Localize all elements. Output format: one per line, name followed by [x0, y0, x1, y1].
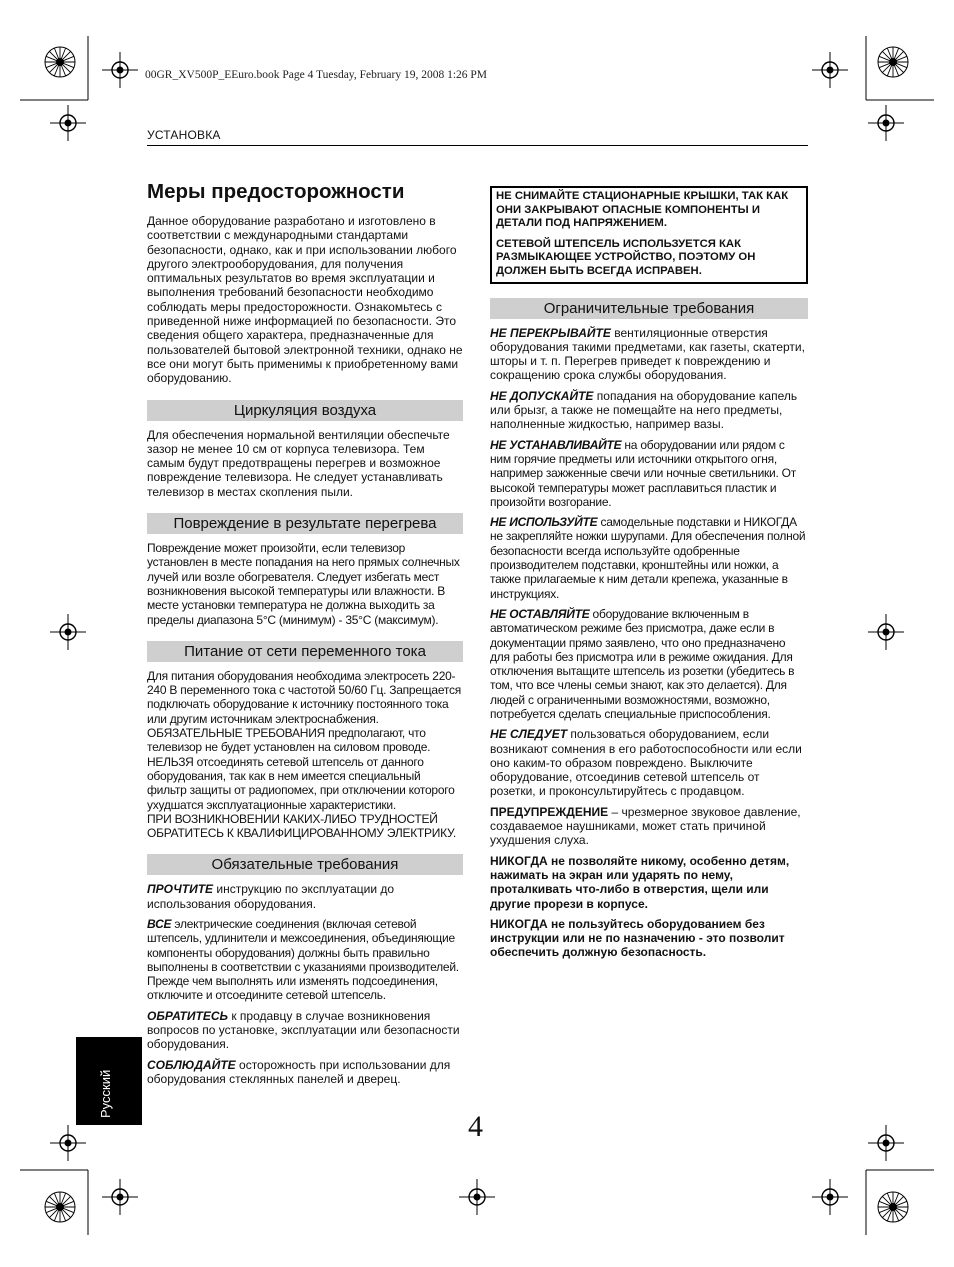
caution-item	[490, 805, 808, 848]
right-column	[490, 186, 808, 966]
restriction-item	[490, 607, 808, 721]
language-tab	[76, 1037, 142, 1125]
power-text-3: НЕЛЬЗЯ отсоединять сетевой штепсель от данного оборудования, так как в нем имеется специальный фильтр защиты от радиопомех, при отключении которого ухудшатся эксплуатационные характеристики.	[147, 754, 455, 812]
restriction-keyword: НЕ ОСТАВЛЯЙТЕ	[490, 606, 590, 621]
heat-heading: Повреждение в результате перегрева	[147, 513, 463, 534]
restriction-text: вентиляционные отверстия оборудования такими предметами, как газеты, скатерти, шторы и т. п. Перегрев приведет к повреждению и сокращению срока службы оборудования.	[490, 325, 805, 383]
restriction-keyword: НЕ ПЕРЕКРЫВАЙТЕ	[490, 325, 611, 340]
left-column	[147, 180, 463, 1092]
never-warning-2: НИКОГДА не пользуйтесь оборудованием без инструкции или не по назначению - это позволит обеспечить должную безопасность.	[490, 916, 785, 960]
restriction-item	[490, 515, 808, 601]
restriction-item	[490, 389, 808, 432]
required-item	[147, 917, 463, 1003]
required-item	[147, 882, 463, 911]
restriction-text: оборудование включенным в автоматическом режиме без присмотра, даже если в документации прямо заявлено, что оно предназначено для работы без присмотра или в режиме ожидания. Для отключения вытащите штепсель из розетки (убедитесь в том, что все члены семьи знают, как это делается). Для людей с ограниченными возможностями, возможно, потребуется сделать специальные приспособления.	[490, 606, 795, 721]
required-item	[147, 1058, 463, 1087]
page-title: Меры предосторожности	[147, 180, 405, 203]
restriction-keyword: НЕ ДОПУСКАЙТЕ	[490, 388, 594, 403]
restriction-text: на оборудовании или рядом с ним горячие предметы или источники открытого огня, например зажженные свечи или ночные светильники. От высокой температуры может расплавиться пластик и произойти возгорание.	[490, 437, 796, 509]
language-tab-label: Русский	[98, 1069, 113, 1118]
intro-text: Данное оборудование разработано и изготовлено в соответствии с международными стандартами безопасности, однако, как и при использовании любого другого электрооборудования, для получения оптимальных результатов во время эксплуатации и выполнения требований безопасности необходимо соблюдать меры предосторожности. Ознакомьтесь с приведенной ниже информацией по безопасности. Это сведения общего характера, предназначенные для пользователей бытовой электронной техники, однако не все они могут быть применимы к приобретенному вами оборудованию.	[147, 214, 463, 386]
required-keyword: ВСЕ	[147, 916, 172, 931]
star-mark-icon	[45, 47, 75, 77]
required-keyword: ПРОЧТИТЕ	[147, 882, 214, 897]
warning-text-1: НЕ СНИМАЙТЕ СТАЦИОНАРНЫЕ КРЫШКИ, ТАК КАК ОНИ ЗАКРЫВАЮТ ОПАСНЫЕ КОМПОНЕНТЫ И ДЕТАЛИ ПОД НАПРЯЖЕНИЕМ.	[496, 190, 789, 230]
power-text-1: Для питания оборудования необходима электросеть 220-240 В переменного тока с частотой 50/60 Гц. Запрещается подключать оборудование к источнику постоянного тока или другим источникам электроснабжения.	[147, 668, 461, 726]
never-warning-1: НИКОГДА не позволяйте никому, особенно детям, нажимать на экран или ударять по нему, проталкивать что-либо в отверстия, щели или другие прорези в корпусе.	[490, 853, 790, 911]
required-item-text: осторожность при использовании для оборудования стеклянных панелей и дверец.	[147, 1057, 451, 1086]
power-text	[147, 669, 463, 841]
page-number: 4	[468, 1110, 483, 1143]
required-item	[147, 1009, 463, 1052]
air-text: Для обеспечения нормальной вентиляции обеспечьте зазор не менее 10 см от корпуса телевизора. Тем самым будут предотвращены перегрев и возможное повреждение телевизора. Не следует устанавливать телевизор в местах скопления пыли.	[147, 427, 450, 499]
air-heading: Циркуляция воздуха	[147, 400, 463, 421]
power-text-2: ОБЯЗАТЕЛЬНЫЕ ТРЕБОВАНИЯ предполагают, что телевизор не будет установлен на силовом проводе.	[147, 726, 431, 755]
warning-box	[490, 186, 808, 284]
restriction-text: попадания на оборудование капель или брызг, а также не помещайте на него предметы, наполненные жидкостью, например вазы.	[490, 388, 798, 432]
restriction-text: пользоваться оборудованием, если возникают сомнения в его работоспособности или если оно каким-то образом повреждено. Выключите оборудование, отсоединив сетевой штепсель от розетки, и проконсультируйтесь с продавцом.	[490, 727, 802, 799]
required-item-text: инструкцию по эксплуатации до использования оборудования.	[147, 882, 395, 911]
restriction-text: самодельные подставки и НИКОГДА не закрепляйте ножки шурупами. Для обеспечения полной безопасности всегда используйте одобренные производителем подставки, кронштейны или ножки, а также прилагаемые к ним детали крепежа, указанные в инструкциях.	[490, 515, 806, 601]
caution-text: – чрезмерное звуковое давление, создаваемое наушниками, может стать причиной ухудшения слуха.	[490, 804, 801, 848]
caution-keyword: ПРЕДУПРЕЖДЕНИЕ	[490, 804, 609, 819]
restriction-keyword: НЕ УСТАНАВЛИВАЙТЕ	[490, 437, 622, 452]
header-rule	[147, 145, 808, 146]
required-keyword: ОБРАТИТЕСЬ	[147, 1008, 228, 1023]
restriction-item	[490, 438, 808, 509]
restriction-item	[490, 727, 808, 798]
restriction-item	[490, 326, 808, 383]
restriction-keyword: НЕ СЛЕДУЕТ	[490, 727, 568, 742]
required-keyword: СОБЛЮДАЙТЕ	[147, 1057, 236, 1072]
power-heading: Питание от сети переменного тока	[147, 641, 463, 662]
section-label: УСТАНОВКА	[147, 128, 221, 142]
required-item-text: к продавцу в случае возникновения вопросов по установке, эксплуатации или безопасности оборудования.	[147, 1008, 460, 1052]
heat-text: Повреждение может произойти, если телевизор установлен в месте попадания на него прямых солнечных лучей или возле обогревателя. Следует избегать мест возникновения высокой температуры или влажности. В месте установки температура не должна выходить за пределы диапазона 5°C (минимум) - 35°C (максимум).	[147, 541, 460, 627]
print-header: 00GR_XV500P_EEuro.book Page 4 Tuesday, February 19, 2008 1:26 PM	[145, 69, 488, 81]
warning-text-2: СЕТЕВОЙ ШТЕПСЕЛЬ ИСПОЛЬЗУЕТСЯ КАК РАЗМЫКАЮЩЕЕ УСТРОЙСТВО, ПОЭТОМУ ОН ДОЛЖЕН БЫТЬ ВСЕГДА ИСПРАВЕН.	[496, 237, 756, 277]
power-text-4: ПРИ ВОЗНИКНОВЕНИИ КАКИХ-ЛИБО ТРУДНОСТЕЙ ОБРАТИТЕСЬ К КВАЛИФИЦИРОВАННОМУ ЭЛЕКТРИКУ.	[147, 811, 456, 841]
restrictions-heading: Ограничительные требования	[490, 298, 808, 319]
required-heading: Обязательные требования	[147, 854, 463, 875]
restriction-keyword: НЕ ИСПОЛЬЗУЙТЕ	[490, 515, 598, 530]
required-item-text: электрические соединения (включая сетевой штепсель, удлинители и межсоединения, объединяющие компоненты оборудования) должны быть правильно выполнены в соответствии с указаниями производителей. Прежде чем выполнять или изменять подсоединения, отключите и отсоедините сетевой штепсель.	[147, 916, 459, 1003]
